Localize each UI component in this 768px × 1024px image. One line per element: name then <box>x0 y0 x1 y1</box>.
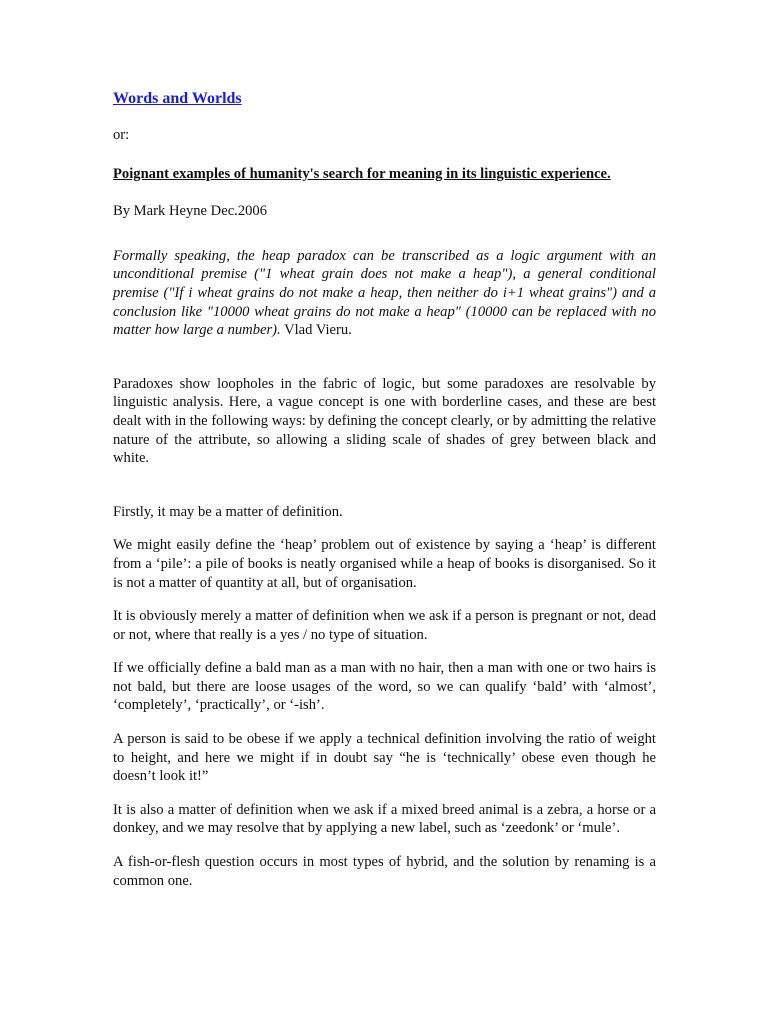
body-paragraph: Firstly, it may be a matter of definition. <box>113 503 343 520</box>
document-title-link[interactable]: Words and Worlds <box>113 90 242 107</box>
body-paragraph: We might easily define the ‘heap’ problem out of existence by saying a ‘heap’ is different from a ‘pile’: a pile of books is neatly organised while a heap of books is disorganised. So it is not a matter of quantity at all, but of organisation. <box>113 537 656 591</box>
body-paragraph: Paradoxes show loopholes in the fabric of logic, but some paradoxes are resolvable by linguistic analysis. Here, a vague concept is one with borderline cases, and these are best dealt with in the following ways: by defining the concept clearly, or by admitting the relative nature of the attribute, so allowing a sliding scale of shades of grey between black and white. <box>113 375 656 467</box>
document-subtitle: Poignant examples of humanity's search for meaning in its linguistic experience. <box>113 165 611 182</box>
or-line: or: <box>113 127 130 143</box>
author-byline: By Mark Heyne Dec.2006 <box>113 203 268 220</box>
body-paragraph: A person is said to be obese if we apply a technical definition involving the ratio of weight to height, and here we might if in doubt say “he is ‘technically’ obese even though he doesn’t look it!” <box>113 731 656 785</box>
body-paragraph: If we officially define a bald man as a man with no hair, then a man with one or two hairs is not bald, but there are loose usages of the word, so we can qualify ‘bald’ with ‘almost’, ‘completely’, ‘practically’, or ‘-ish’. <box>113 660 656 714</box>
body-paragraph: It is obviously merely a matter of definition when we ask if a person is pregnant or not, dead or not, where that really is a yes / no type of situation. <box>113 608 656 643</box>
quote-attribution: Vlad Vieru. <box>280 322 352 339</box>
quote-text: Formally speaking, the heap paradox can be transcribed as a logic argument with an unconditional premise ("1 wheat grain does not make a heap"), a general conditional premise ("If i wheat grains do not make a heap, then neither do i+1 wheat grains") and a conclusion like "10000 wheat grains do not make a heap" (10000 can be replaced with no matter how large a number). <box>113 247 656 339</box>
body-paragraph: A fish-or-flesh question occurs in most types of hybrid, and the solution by renaming is a common one. <box>113 854 656 889</box>
body-paragraph: It is also a matter of definition when we ask if a mixed breed animal is a zebra, a horse or a donkey, and we may resolve that by applying a new label, such as ‘zeedonk’ or ‘mule’. <box>113 801 656 837</box>
document-page <box>113 88 656 890</box>
epigraph-quote <box>113 247 656 340</box>
